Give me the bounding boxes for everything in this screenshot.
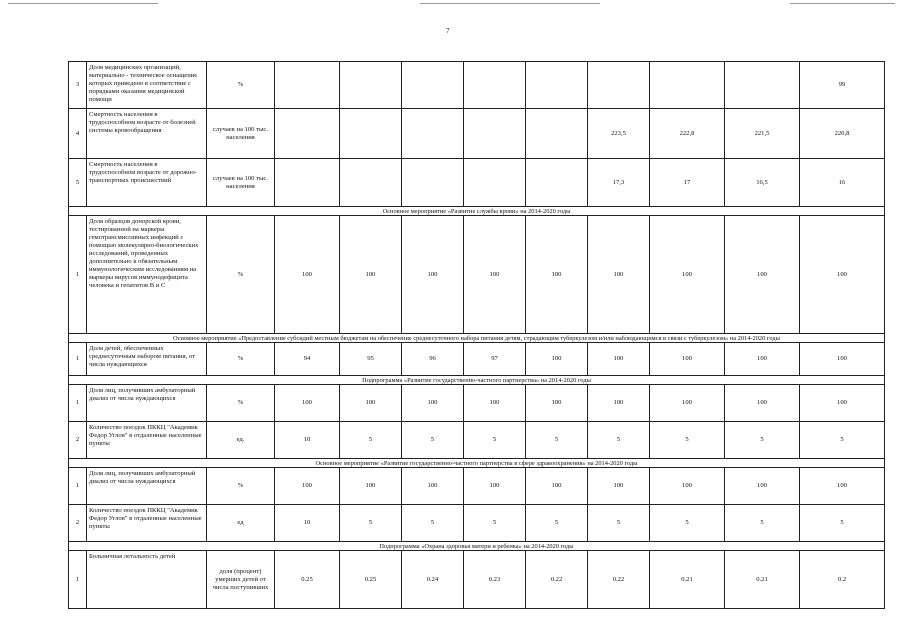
indicator-value: 5 <box>725 422 800 459</box>
indicator-value <box>464 159 526 207</box>
section-header-row <box>69 542 885 551</box>
row-number: 1 <box>69 551 87 609</box>
indicator-value: 100 <box>650 468 725 505</box>
table-row <box>69 505 885 542</box>
indicator-value: 100 <box>725 385 800 422</box>
scan-artifact-line <box>420 3 600 4</box>
indicator-value: 0.25 <box>275 551 340 609</box>
indicator-value: 100 <box>275 216 340 334</box>
indicators-table <box>68 61 885 609</box>
page-number: 7 <box>446 27 450 35</box>
indicator-name: Доля детей, обеспеченных среднесуточным набором питания, от числа нуждающихся <box>87 343 207 376</box>
indicator-value: 100 <box>650 385 725 422</box>
row-number: 5 <box>69 159 87 207</box>
indicator-value <box>650 62 725 109</box>
indicator-value <box>340 159 402 207</box>
indicator-value: 17,3 <box>588 159 650 207</box>
unit-of-measure: % <box>207 62 275 109</box>
table-row <box>69 551 885 609</box>
indicator-value: 0.25 <box>340 551 402 609</box>
unit-of-measure: % <box>207 343 275 376</box>
indicator-value: 5 <box>340 505 402 542</box>
indicator-value <box>725 62 800 109</box>
unit-of-measure: % <box>207 468 275 505</box>
indicator-value: 100 <box>725 468 800 505</box>
indicator-value <box>402 159 464 207</box>
section-title: Подпрограмма «Развитие государственно-частного партнерства» на 2014-2020 годы <box>69 376 885 385</box>
indicator-value: 100 <box>464 216 526 334</box>
indicator-value: 100 <box>588 468 650 505</box>
indicator-value: 5 <box>402 505 464 542</box>
indicator-value: 100 <box>464 385 526 422</box>
unit-of-measure: доля (процент) умерших детей от числа поступивших <box>207 551 275 609</box>
indicator-name: Смертность населения в трудоспособном возрасте от болезней системы кровообращения <box>87 109 207 159</box>
table-row <box>69 343 885 376</box>
indicator-value: 10 <box>275 505 340 542</box>
indicator-value: 16,5 <box>725 159 800 207</box>
indicator-value: 220,8 <box>800 109 885 159</box>
indicator-value: 100 <box>588 216 650 334</box>
section-header-row <box>69 334 885 343</box>
indicator-value: 96 <box>402 343 464 376</box>
indicator-value: 5 <box>526 422 588 459</box>
table-row <box>69 385 885 422</box>
indicator-value: 100 <box>275 385 340 422</box>
indicator-value <box>402 109 464 159</box>
indicator-value: 100 <box>800 468 885 505</box>
indicator-value: 100 <box>800 343 885 376</box>
indicator-value: 0.22 <box>526 551 588 609</box>
indicator-value: 5 <box>340 422 402 459</box>
row-number: 4 <box>69 109 87 159</box>
row-number: 1 <box>69 385 87 422</box>
indicator-value: 5 <box>464 505 526 542</box>
indicator-value <box>340 62 402 109</box>
indicator-value <box>526 62 588 109</box>
indicator-value: 5 <box>588 505 650 542</box>
indicator-value: 100 <box>526 468 588 505</box>
row-number: 1 <box>69 468 87 505</box>
indicator-name: Больничная летальность детей <box>87 551 207 609</box>
unit-of-measure: ед. <box>207 422 275 459</box>
indicator-value: 0.21 <box>725 551 800 609</box>
row-number: 1 <box>69 216 87 334</box>
indicator-value: 99 <box>800 62 885 109</box>
indicator-value: 100 <box>725 343 800 376</box>
indicator-value: 0.22 <box>588 551 650 609</box>
indicator-name: Доля медицинских организаций, материально - техническое оснащение которых приведено в соответствие с порядками оказания медицинской помощи <box>87 62 207 109</box>
section-title: Подпрограмма «Охрана здоровья матери и ребенка» на 2014-2020 годы <box>69 542 885 551</box>
indicator-value: 5 <box>588 422 650 459</box>
indicator-value: 100 <box>340 385 402 422</box>
indicator-value <box>275 62 340 109</box>
indicator-value <box>588 62 650 109</box>
indicator-value: 16 <box>800 159 885 207</box>
indicator-value: 5 <box>800 505 885 542</box>
indicator-value: 100 <box>464 468 526 505</box>
indicator-value: 100 <box>650 343 725 376</box>
indicator-value: 222,8 <box>650 109 725 159</box>
indicator-name: Доля лиц, получивших амбулаторный диализ от числа нуждающихся <box>87 385 207 422</box>
indicator-name: Доля образцов донорской крови, тестированной на маркеры гемотрансмиссивных инфекций с помощью молекулярно-биологических исследований, проведенных дополнительно к обязательным иммунологическим исследованиям на маркеры вирусов иммунодефицита человека и гепатитов В и С <box>87 216 207 334</box>
indicator-value: 221,5 <box>725 109 800 159</box>
indicator-value: 97 <box>464 343 526 376</box>
indicator-value <box>526 159 588 207</box>
indicator-value: 5 <box>650 505 725 542</box>
indicator-value: 100 <box>275 468 340 505</box>
indicator-value: 100 <box>526 216 588 334</box>
indicator-value <box>275 109 340 159</box>
row-number: 2 <box>69 422 87 459</box>
indicator-value: 0.23 <box>464 551 526 609</box>
indicator-value: 10 <box>275 422 340 459</box>
indicator-value: 100 <box>526 343 588 376</box>
indicator-value: 100 <box>588 343 650 376</box>
indicator-value: 100 <box>800 216 885 334</box>
table-row <box>69 62 885 109</box>
indicator-value <box>526 109 588 159</box>
indicator-value: 100 <box>340 216 402 334</box>
indicator-value: 100 <box>800 385 885 422</box>
indicator-value: 95 <box>340 343 402 376</box>
indicator-value: 5 <box>402 422 464 459</box>
section-header-row <box>69 376 885 385</box>
row-number: 2 <box>69 505 87 542</box>
indicator-name: Доля лиц, получивших амбулаторный диализ от числа нуждающихся <box>87 468 207 505</box>
unit-of-measure: % <box>207 216 275 334</box>
indicator-value: 100 <box>588 385 650 422</box>
indicator-value: 5 <box>725 505 800 542</box>
indicator-value: 223,5 <box>588 109 650 159</box>
indicator-value: 5 <box>464 422 526 459</box>
indicator-value: 0.2 <box>800 551 885 609</box>
indicator-value: 100 <box>526 385 588 422</box>
unit-of-measure: % <box>207 385 275 422</box>
indicator-value <box>340 109 402 159</box>
indicator-value: 100 <box>402 468 464 505</box>
indicator-value: 5 <box>650 422 725 459</box>
row-number: 1 <box>69 343 87 376</box>
indicator-value <box>275 159 340 207</box>
unit-of-measure: случаев на 100 тыс. населения <box>207 109 275 159</box>
unit-of-measure: случаев на 100 тыс. населения <box>207 159 275 207</box>
indicator-value <box>402 62 464 109</box>
indicator-value <box>464 62 526 109</box>
table-row <box>69 468 885 505</box>
indicator-value: 5 <box>526 505 588 542</box>
indicator-value: 100 <box>725 216 800 334</box>
row-number: 3 <box>69 62 87 109</box>
section-title: Основное мероприятие «Предоставление субсидий местным бюджетам на обеспечение среднесуточного набора питания детям, страдающим туберкулезом и/или наблюдающимся в связи с туберкулезом» на 2014-2020 годы <box>69 334 885 343</box>
indicator-value: 100 <box>650 216 725 334</box>
scan-artifact-line <box>8 3 158 4</box>
indicator-value <box>464 109 526 159</box>
section-header-row <box>69 207 885 216</box>
indicator-value: 0.24 <box>402 551 464 609</box>
section-header-row <box>69 459 885 468</box>
indicator-value: 100 <box>402 216 464 334</box>
indicator-value: 5 <box>800 422 885 459</box>
indicator-name: Смертность населения в трудоспособном возрасте от дорожно-транспортных происшествий <box>87 159 207 207</box>
section-title: Основное мероприятие «Развитие государственно-частного партнерства в сфере здравоохранения» на 2014-2020 годы <box>69 459 885 468</box>
indicator-name: Количество поездок ПККЦ "Академик Федор Углов" в отдаленные населенные пункты <box>87 505 207 542</box>
indicator-value: 100 <box>402 385 464 422</box>
indicator-value: 94 <box>275 343 340 376</box>
table-row <box>69 159 885 207</box>
section-title: Основное мероприятие «Развитие службы крови» на 2014-2020 годы <box>69 207 885 216</box>
indicator-value: 17 <box>650 159 725 207</box>
table-row <box>69 422 885 459</box>
unit-of-measure: ед <box>207 505 275 542</box>
indicator-value: 100 <box>340 468 402 505</box>
table-row <box>69 109 885 159</box>
indicator-name: Количество поездок ПККЦ "Академик Федор Углов" в отдаленные населенные пункты <box>87 422 207 459</box>
indicator-value: 0.21 <box>650 551 725 609</box>
table-row <box>69 216 885 334</box>
scan-artifact-line <box>790 3 895 4</box>
